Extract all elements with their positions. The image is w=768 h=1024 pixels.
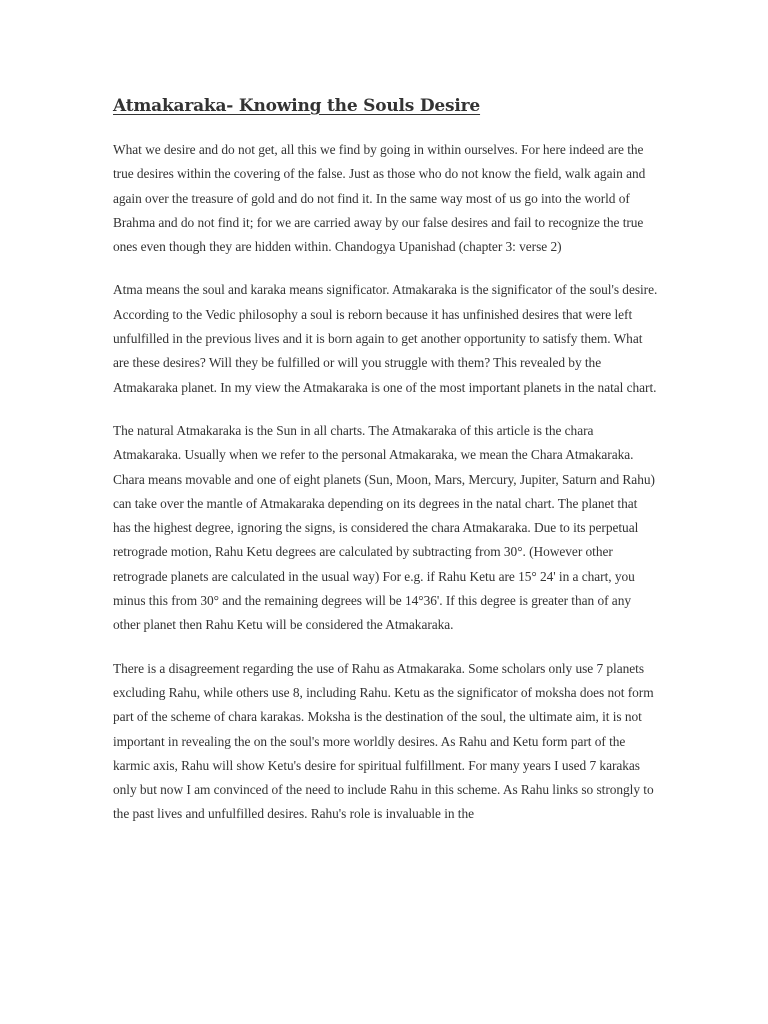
paragraph-upanishad-quote: What we desire and do not get, all this we find by going in within ourselves. For here indeed are the true desires within the covering of the false. Just as those who do not know the field, walk again and again over the treasure of gold and do not find it. In the same way most of us go into the world of Brahma and do not find it; for we are carried away by our false desires and fail to recognize the true ones even though they are hidden within. Chandogya Upanishad (chapter 3: verse 2) [113, 142, 646, 255]
document-title: Atmakaraka- Knowing the Souls Desire [113, 96, 481, 116]
paragraph-rahu-disagreement: There is a disagreement regarding the use of Rahu as Atmakaraka. Some scholars only use 7 planets excluding Rahu, while others use 8, including Rahu. Ketu as the significator of moksha does not form part of the scheme of chara karakas. Moksha is the destination of the soul, the ultimate aim, it is not important in revealing the on the soul's more worldly desires. As Rahu and Ketu form part of the karmic axis, Rahu will show Ketu's desire for spiritual fulfillment. For many years I used 7 karakas only but now I am convinced of the need to include Rahu in this scheme. As Rahu links so strongly to the past lives and unfulfilled desires. Rahu's role is invaluable in the [113, 660, 654, 822]
paragraph-atma-definition: Atma means the soul and karaka means significator. Atmakaraka is the significator of the soul's desire. According to the Vedic philosophy a soul is reborn because it has unfinished desires that were left unfulfilled in the previous lives and it is born again to get another opportunity to satisfy them. What are these desires? Will they be fulfilled or will you struggle with them? This revealed by the Atmakaraka planet. In my view the Atmakaraka is one of the most important planets in the natal chart. [113, 282, 658, 395]
paragraph-chara-atmakaraka: The natural Atmakaraka is the Sun in all charts. The Atmakaraka of this article is the chara Atmakaraka. Usually when we refer to the personal Atmakaraka, we mean the Chara Atmakaraka. Chara means movable and one of eight planets (Sun, Moon, Mars, Mercury, Jupiter, Saturn and Rahu) can take over the mantle of Atmakaraka depending on its degrees in the natal chart. The planet that has the highest degree, ignoring the signs, is considered the chara Atmakaraka. Due to its perpetual retrograde motion, Rahu Ketu degrees are calculated by subtracting from 30°. (However other retrograde planets are calculated in the usual way) For e.g. if Rahu Ketu are 15° 24' in a chart, you minus this from 30° and the remaining degrees will be 14°36'. If this degree is greater than of any other planet then Rahu Ketu will be considered the Atmakaraka. [113, 422, 655, 633]
